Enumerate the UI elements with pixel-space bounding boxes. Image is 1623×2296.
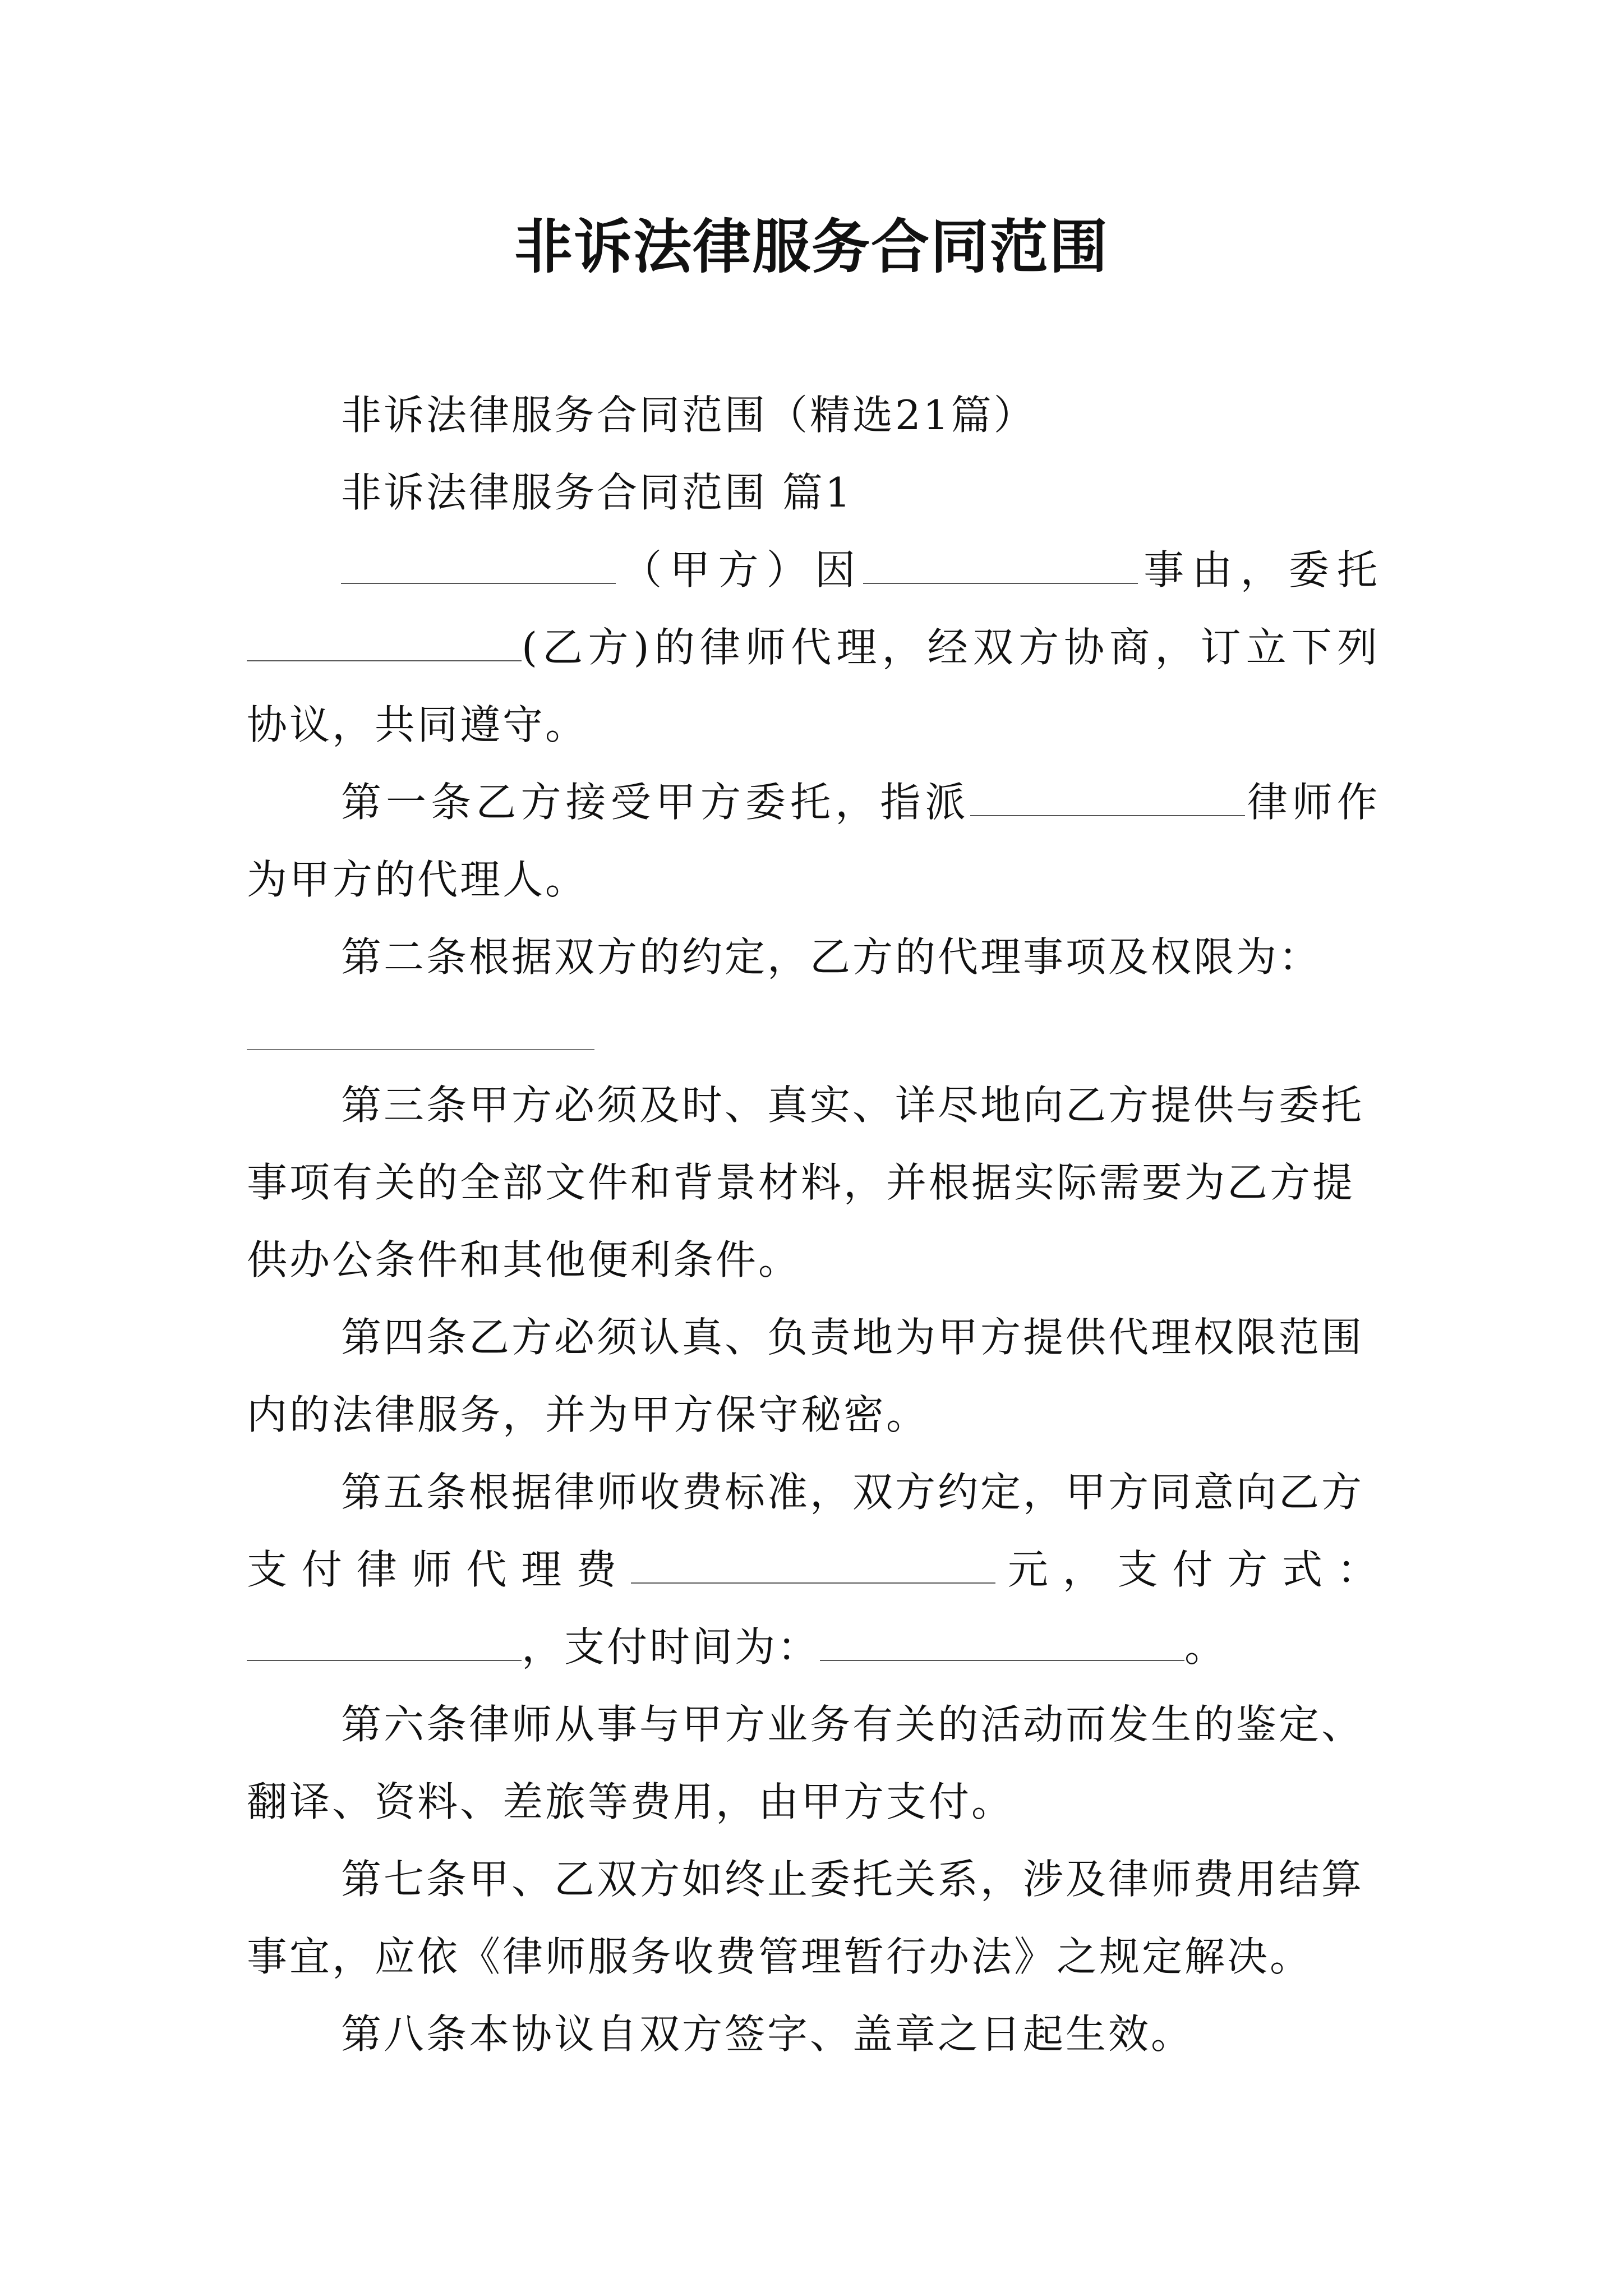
preamble-text-1: （甲方）因 bbox=[616, 546, 864, 593]
party-a-blank[interactable] bbox=[341, 546, 616, 584]
article1-line-1 bbox=[341, 774, 1380, 830]
article2-line: 第二条根据双方的约定，乙方的代理事项及权限为： bbox=[341, 933, 1322, 981]
article5-line-1: 第五条根据律师收费标准，双方约定，甲方同意向乙方 bbox=[341, 1469, 1364, 1516]
article7-line-2: 事宜，应依《律师服务收费管理暂行办法》之规定解决。 bbox=[247, 1933, 1313, 1980]
payment-method-blank[interactable] bbox=[247, 1623, 522, 1661]
article1-text-2: 律师作 bbox=[1244, 779, 1380, 826]
article1-line-2: 为甲方的代理人。 bbox=[247, 856, 588, 903]
article5-text-4: 。 bbox=[1184, 1623, 1228, 1671]
payment-time-blank[interactable] bbox=[820, 1623, 1184, 1661]
article5-text-2: 元，支付方式： bbox=[995, 1546, 1380, 1593]
section-heading: 非诉法律服务合同范围 篇1 bbox=[341, 469, 853, 516]
document-subtitle: 非诉法律服务合同范围（精选21篇） bbox=[341, 392, 1036, 439]
article6-line-2: 翻译、资料、差旅等费用，由甲方支付。 bbox=[247, 1778, 1015, 1825]
preamble-text-3: (乙方)的律师代理，经双方协商，订立下列 bbox=[522, 624, 1380, 671]
article4-line-1: 第四条乙方必须认真、负责地为甲方提供代理权限范围 bbox=[341, 1314, 1364, 1361]
document-title: 非诉法律服务合同范围 bbox=[514, 212, 1109, 281]
authority-blank[interactable] bbox=[247, 1049, 594, 1050]
article8-line: 第八条本协议自双方签字、盖章之日起生效。 bbox=[341, 2010, 1194, 2058]
article3-line-2: 事项有关的全部文件和背景材料，并根据实际需要为乙方提 bbox=[247, 1159, 1355, 1206]
article7-line-1: 第七条甲、乙双方如终止委托关系，涉及律师费用结算 bbox=[341, 1856, 1364, 1903]
party-b-blank[interactable] bbox=[247, 623, 522, 661]
fee-amount-blank[interactable] bbox=[631, 1545, 995, 1584]
article6-line-1: 第六条律师从事与甲方业务有关的活动而发生的鉴定、 bbox=[341, 1701, 1364, 1748]
preamble-text-2: 事由，委托 bbox=[1138, 546, 1380, 593]
article5-text-1: 支付律师代理费 bbox=[247, 1546, 631, 1593]
article3-line-3: 供办公条件和其他便利条件。 bbox=[247, 1236, 801, 1283]
article5-line-3 bbox=[247, 1619, 1380, 1675]
matter-blank[interactable] bbox=[863, 546, 1138, 584]
article4-line-2: 内的法律服务，并为甲方保守秘密。 bbox=[247, 1391, 929, 1438]
article3-line-1: 第三条甲方必须及时、真实、详尽地向乙方提供与委托 bbox=[341, 1082, 1364, 1129]
preamble-line-3: 协议，共同遵守。 bbox=[247, 701, 588, 748]
article1-text-1: 第一条乙方接受甲方委托，指派 bbox=[341, 779, 970, 826]
lawyer-name-blank[interactable] bbox=[970, 778, 1245, 816]
preamble-line-1 bbox=[341, 542, 1380, 598]
article5-text-3: ，支付时间为： bbox=[522, 1623, 820, 1671]
article5-line-2 bbox=[247, 1542, 1380, 1598]
preamble-line-2 bbox=[247, 619, 1380, 675]
